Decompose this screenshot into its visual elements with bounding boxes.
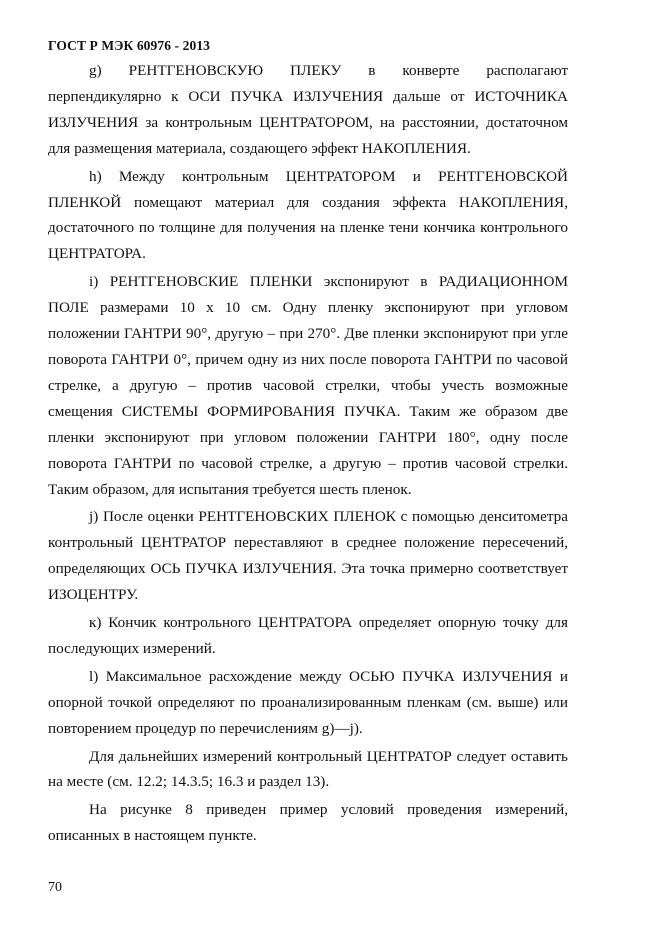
paragraph-g: g) РЕНТГЕНОВСКУЮ ПЛЕКУ в конверте располагают перпендикулярно к ОСИ ПУЧКА ИЗЛУЧЕНИЯ дальше от ИСТОЧНИКА ИЗЛУЧЕНИЯ за контрольным ЦЕНТРАТОРОМ, на расстоянии, достаточном для размещения материала, создающего эффект НАКОПЛЕНИЯ. <box>48 62 568 157</box>
document-header: ГОСТ Р МЭК 60976 - 2013 <box>48 38 211 53</box>
document-body <box>48 58 568 851</box>
paragraph-j: j) После оценки РЕНТГЕНОВСКИХ ПЛЕНОК с помощью денситометра контрольный ЦЕНТРАТОР переставляют в среднее положение пересечений, определяющих ОСЬ ПУЧКА ИЗЛУЧЕНИЯ. Эта точка примерно соответствует ИЗОЦЕНТРУ. <box>48 508 568 604</box>
paragraph-l: l) Максимальное расхождение между ОСЬЮ ПУЧКА ИЗЛУЧЕНИЯ и опорной точкой определяют по проанализированным пленкам (см. выше) или повторением процедур по перечислениям g)—j). <box>48 667 568 737</box>
paragraph-figure-reference: На рисунке 8 приведен пример условий проведения измерений, описанных в настоящем пункте. <box>48 801 568 845</box>
paragraph-h: h) Между контрольным ЦЕНТРАТОРОМ и РЕНТГЕНОВСКОЙ ПЛЕНКОЙ помещают материал для создания эффекта НАКОПЛЕНИЯ, достаточного по толщине для получения на пленке тени кончика контрольного ЦЕНТРАТОРА. <box>48 167 568 263</box>
paragraph-i: i) РЕНТГЕНОВСКИЕ ПЛЕНКИ экспонируют в РАДИАЦИОННОМ ПОЛЕ размерами 10 х 10 см. Одну пленку экспонируют при угловом положении ГАНТРИ 90°, другую – при 270°. Две пленки экспонируют при угле поворота ГАНТРИ 0°, причем одну из них после поворота ГАНТРИ по часовой стрелке, а другую – против часовой стрелки, чтобы учесть возможные смещения СИСТЕМЫ ФОРМИРОВАНИЯ ПУЧКА. Таким же образом две пленки экспонируют при угловом положении ГАНТРИ 180°, одну после поворота ГАНТРИ по часовой стрелке, а другую – против часовой стрелки. Таким образом, для испытания требуется шесть пленок. <box>48 273 568 498</box>
page-number: 70 <box>48 880 62 895</box>
paragraph-k: к) Кончик контрольного ЦЕНТРАТОРА определяет опорную точку для последующих измерений. <box>48 614 568 657</box>
paragraph-further-measurements: Для дальнейших измерений контрольный ЦЕНТРАТОР следует оставить на месте (см. 12.2; 14.3.5; 16.3 и раздел 13). <box>48 747 568 791</box>
